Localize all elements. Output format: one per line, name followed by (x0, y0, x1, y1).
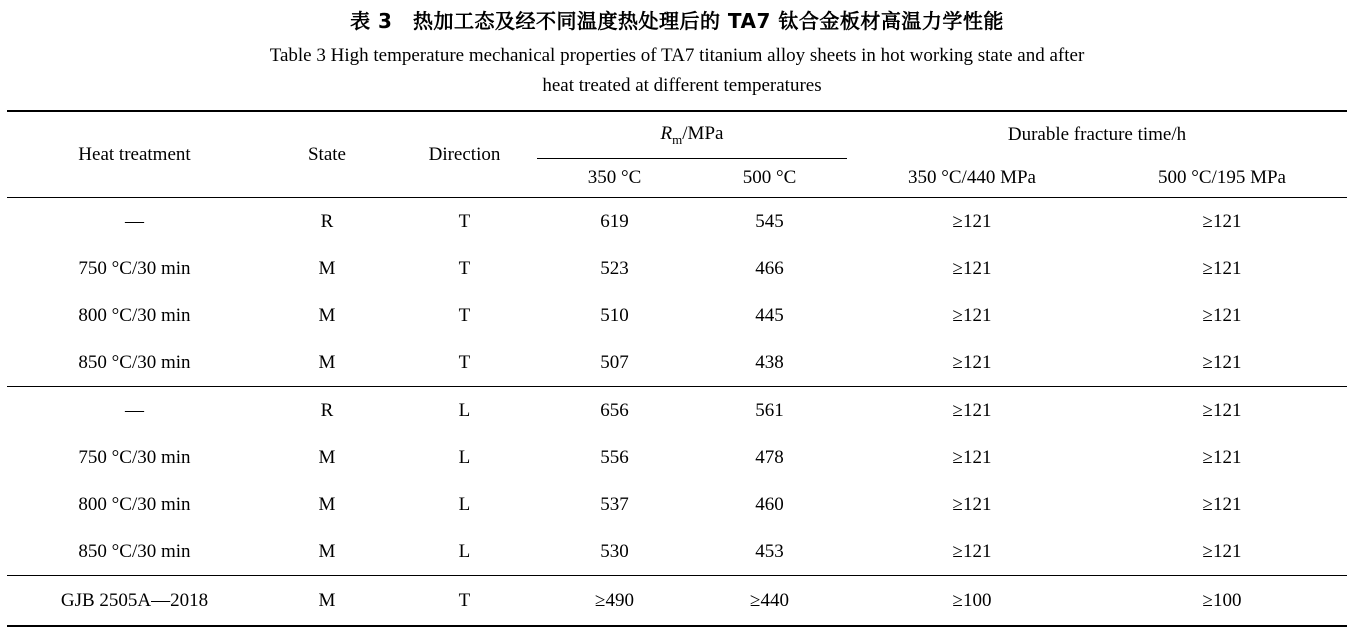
table-row (7, 292, 1347, 339)
cell-state: R (320, 210, 334, 232)
cell-direction: T (392, 576, 537, 627)
cell-durable-350: ≥121 (952, 493, 992, 515)
cell-rm-350: 523 (600, 257, 629, 279)
cell-rm-350: 619 (600, 210, 629, 232)
cell-state: M (262, 576, 392, 627)
caption-english-line1: Table 3 High temperature mechanical properties of TA7 titanium alloy sheets in hot working state and after (269, 45, 1085, 66)
header-durable-350: 350 °C/440 MPa (847, 159, 1097, 198)
header-rm-unit: /MPa (682, 122, 724, 144)
table-row (7, 481, 1347, 528)
header-rm-symbol: R (660, 122, 673, 144)
cell-durable-500: ≥121 (1202, 446, 1242, 468)
cell-rm-500: ≥440 (692, 576, 847, 627)
caption-chinese: 表 3 热加工态及经不同温度热处理后的 TA7 钛合金板材高温力学性能 (350, 9, 1004, 33)
cell-state: R (320, 399, 334, 421)
cell-rm-500: 453 (692, 528, 847, 576)
table-row (7, 434, 1347, 481)
cell-durable-500: ≥121 (1202, 304, 1242, 326)
cell-rm-500: 561 (755, 399, 784, 421)
cell-rm-350: 537 (600, 493, 629, 515)
cell-state: M (262, 339, 392, 387)
cell-state: M (318, 493, 336, 515)
cell-rm-500: 445 (755, 304, 784, 326)
cell-rm-350: 510 (600, 304, 629, 326)
cell-durable-350: ≥121 (952, 446, 992, 468)
caption-english-line2: heat treated at different temperatures (542, 75, 822, 96)
cell-heat-treatment: 850 °C/30 min (7, 528, 262, 576)
cell-durable-500: ≥100 (1097, 576, 1347, 627)
table-row (7, 528, 1347, 576)
cell-durable-350: ≥121 (952, 257, 992, 279)
cell-durable-350: ≥121 (952, 399, 992, 421)
cell-rm-350: 656 (600, 399, 629, 421)
table-head (7, 111, 1347, 198)
header-durable-500: 500 °C/195 MPa (1097, 159, 1347, 198)
cell-durable-500: ≥121 (1202, 493, 1242, 515)
cell-heat-treatment: 750 °C/30 min (78, 446, 191, 468)
cell-direction: L (392, 528, 537, 576)
cell-durable-500: ≥121 (1202, 210, 1242, 232)
table-row (7, 387, 1347, 435)
cell-rm-500: 438 (692, 339, 847, 387)
cell-state: M (262, 528, 392, 576)
cell-rm-500: 545 (755, 210, 784, 232)
cell-direction: T (458, 304, 471, 326)
cell-durable-350: ≥121 (847, 339, 1097, 387)
cell-rm-350: ≥490 (537, 576, 692, 627)
cell-durable-500: ≥121 (1202, 257, 1242, 279)
table-row (7, 339, 1347, 387)
caption-english (0, 35, 1354, 101)
table-row (7, 198, 1347, 246)
cell-state: M (318, 446, 336, 468)
header-heat-treatment: Heat treatment (7, 111, 262, 198)
table-row (7, 576, 1347, 627)
cell-state: M (318, 257, 336, 279)
cell-heat-treatment: 800 °C/30 min (78, 304, 191, 326)
header-direction: Direction (392, 111, 537, 198)
header-state: State (262, 111, 392, 198)
cell-rm-500: 460 (755, 493, 784, 515)
cell-rm-350: 556 (600, 446, 629, 468)
cell-durable-350: ≥121 (952, 304, 992, 326)
cell-heat-treatment: 850 °C/30 min (7, 339, 262, 387)
header-rm-500: 500 °C (692, 159, 847, 198)
cell-durable-500: ≥121 (1202, 399, 1242, 421)
cell-durable-500: ≥121 (1097, 528, 1347, 576)
cell-direction: T (458, 210, 471, 232)
cell-direction: T (458, 257, 471, 279)
cell-durable-350: ≥100 (847, 576, 1097, 627)
cell-rm-500: 478 (755, 446, 784, 468)
table-body (7, 198, 1347, 627)
header-rm-350: 350 °C (537, 159, 692, 198)
cell-heat-treatment: GJB 2505A—2018 (7, 576, 262, 627)
cell-rm-350: 507 (537, 339, 692, 387)
cell-rm-500: 466 (755, 257, 784, 279)
header-rm-group (537, 111, 847, 159)
cell-direction: L (458, 399, 471, 421)
cell-heat-treatment: 800 °C/30 min (78, 493, 191, 515)
cell-durable-350: ≥121 (847, 528, 1097, 576)
cell-direction: L (458, 446, 471, 468)
cell-rm-350: 530 (537, 528, 692, 576)
cell-heat-treatment: — (124, 210, 144, 232)
cell-heat-treatment: — (124, 399, 144, 421)
properties-table (7, 110, 1347, 627)
cell-state: M (318, 304, 336, 326)
cell-durable-350: ≥121 (952, 210, 992, 232)
cell-heat-treatment: 750 °C/30 min (78, 257, 191, 279)
table-row (7, 245, 1347, 292)
cell-direction: T (392, 339, 537, 387)
header-row-groups (7, 111, 1347, 159)
header-rm-subscript: m (672, 131, 683, 147)
cell-direction: L (458, 493, 471, 515)
cell-durable-500: ≥121 (1097, 339, 1347, 387)
header-durable-group: Durable fracture time/h (1007, 124, 1187, 146)
